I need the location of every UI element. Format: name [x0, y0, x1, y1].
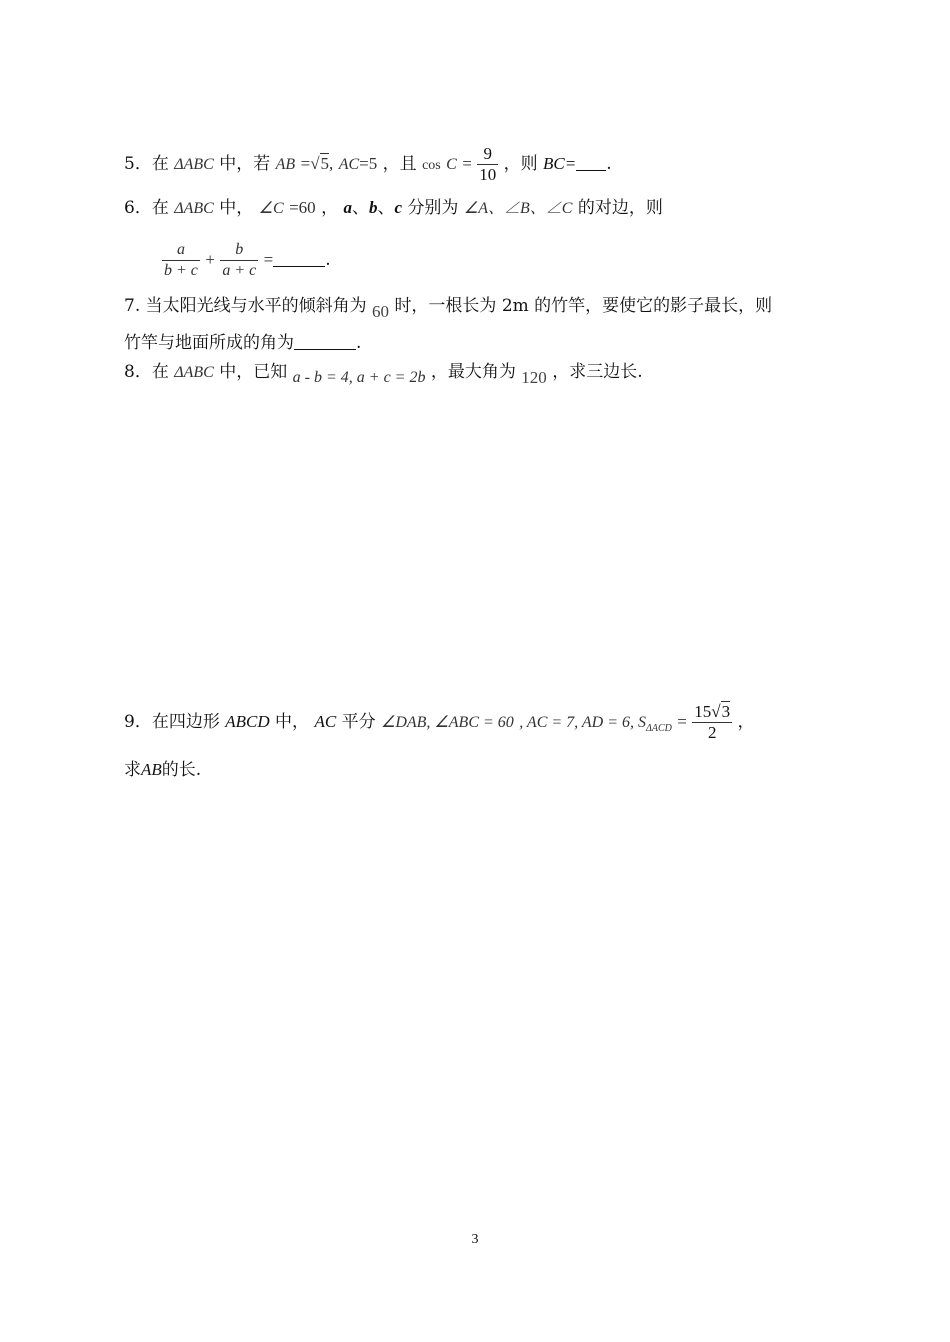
q9-ac: AC [314, 712, 337, 731]
q6-eq-2: = [263, 250, 274, 269]
q5-frac-num: 9 [477, 144, 498, 165]
q9-expression-2: , AC = 7, AD = 6, S [519, 714, 646, 731]
q6-fraction-1 [162, 240, 200, 281]
q6-text-1: 中， [219, 198, 254, 218]
q8-text-2: ，最大角为 [430, 362, 516, 382]
q6-number: 6．在 [124, 198, 169, 218]
q9-frac-den: 2 [707, 723, 717, 742]
q6-frac2-num: b [220, 240, 258, 261]
q6-sep-1: 、 [351, 198, 369, 218]
q9-eq: = [677, 712, 687, 731]
q9-ab: AB [141, 760, 162, 779]
q6-a: a [343, 198, 352, 217]
q5-text-3: ，则 [503, 154, 538, 174]
q9-line2-b: 的长. [161, 760, 202, 780]
q9-fraction [692, 702, 732, 743]
q6-angle-c: ∠C [258, 200, 284, 217]
q5-bc: BC= [543, 154, 577, 173]
page-number: 3 [471, 1232, 479, 1247]
q5-number: 5．在 [124, 154, 169, 174]
q5-comma: , [329, 154, 334, 173]
q9-frac-num-a: 15 [694, 702, 712, 721]
q5-triangle: ΔABC [174, 156, 214, 173]
q6-text-4: 的对边，则 [577, 198, 663, 218]
q7-end: . [356, 333, 362, 353]
q8-angle: 120 [521, 368, 547, 387]
q5-ab: AB [275, 156, 296, 173]
q8-expression: a - b = 4, a + c = 2b [292, 369, 426, 386]
q6-plus: + [205, 250, 215, 269]
q6-frac1-num: a [162, 240, 200, 261]
q9-text-3: ， [737, 712, 755, 732]
q6-eq: =60 [289, 198, 316, 217]
q8-number: 8．在 [124, 362, 169, 382]
q8-text-3: ，求三边长. [552, 362, 643, 382]
q5-ac: AC [338, 156, 360, 173]
question-9-line-2 [124, 758, 201, 782]
q5-text-1: 中，若 [219, 154, 271, 174]
q5-cos: cos [422, 158, 441, 173]
q6-b: b [368, 198, 378, 217]
q6-text-3: 分别为 [407, 198, 459, 218]
q5-radicand: 5 [320, 154, 330, 173]
question-8 [124, 360, 643, 390]
q6-fraction-2 [220, 240, 258, 281]
q6-triangle: ΔABC [174, 200, 214, 217]
question-9 [124, 700, 755, 751]
q9-abcd: ABCD [225, 712, 270, 731]
question-6-expression [162, 238, 331, 282]
q5-fraction [477, 144, 498, 185]
q7-text-2: 时，一根长为 2m 的竹竿，要使它的影子最长，则 [394, 296, 773, 316]
q5-eq-3: = [462, 154, 472, 173]
q9-text-1: 中， [275, 712, 310, 732]
sqrt-icon: √ [711, 702, 721, 721]
q5-end: . [606, 154, 612, 174]
q8-text-1: 中，已知 [219, 362, 288, 382]
q6-frac2-den: a + c [222, 262, 257, 279]
q9-number: 9．在四边形 [124, 712, 220, 732]
q8-triangle: ΔABC [174, 364, 214, 381]
q5-c-var: C [446, 156, 457, 173]
q9-expression-1: ∠DAB, ∠ABC = 60 [380, 714, 514, 731]
q6-sep-2: 、 [377, 198, 395, 218]
q7-answer-blank[interactable] [294, 333, 356, 350]
question-7-line-1 [124, 294, 772, 324]
q5-eq-2: =5 [359, 154, 378, 173]
q6-text-2: ， [321, 198, 339, 218]
q6-frac1-den: b + c [164, 262, 198, 279]
q6-c: c [394, 198, 403, 217]
q7-angle: 60 [372, 302, 390, 321]
q6-angles: ∠A、∠B、∠C [463, 200, 573, 217]
q9-frac-num-b: 3 [721, 702, 731, 721]
q7-text-1: 7. 当太阳光线与水平的倾斜角为 [124, 296, 367, 316]
q9-text-2: 平分 [341, 712, 376, 732]
q5-answer-blank[interactable] [576, 154, 606, 171]
q9-frac-num [692, 702, 732, 723]
q5-frac-den: 10 [479, 165, 497, 184]
q5-eq-1: = [300, 154, 311, 173]
q7-text-3: 竹竿与地面所成的角为 [124, 333, 294, 353]
q9-subscript: ΔACD [646, 723, 672, 734]
question-7-line-2 [124, 331, 361, 355]
question-5 [124, 144, 612, 185]
q6-answer-blank[interactable] [273, 250, 325, 267]
q5-text-2: ，且 [382, 154, 417, 174]
question-6 [124, 196, 663, 221]
q6-end: . [325, 250, 331, 270]
sqrt-icon: √ [310, 154, 320, 173]
q9-line2-a: 求 [124, 760, 141, 780]
